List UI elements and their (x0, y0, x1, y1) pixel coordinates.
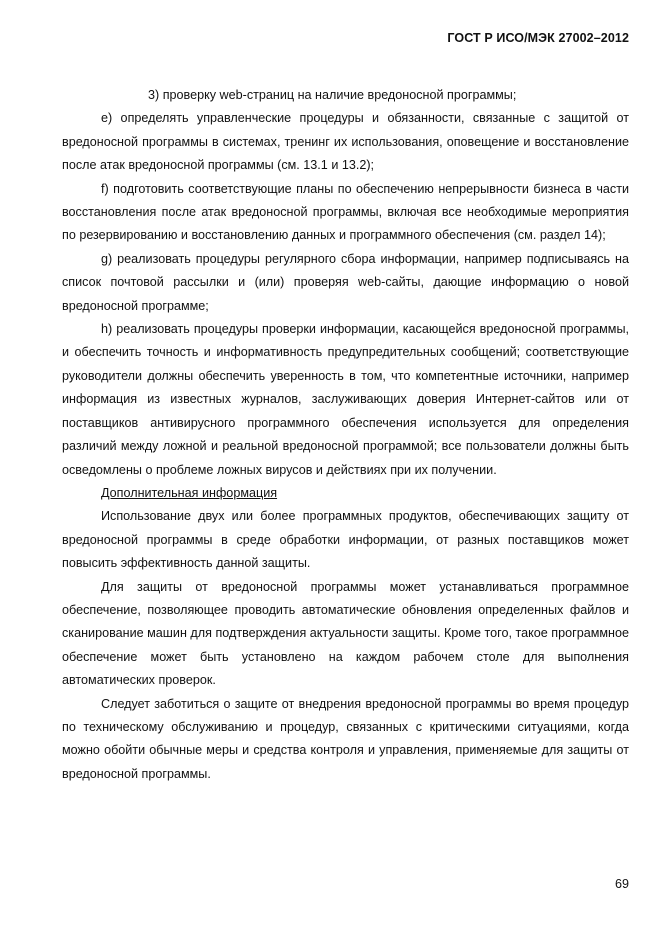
list-item-3: 3) проверку web-страниц на наличие вредоносной программы; (148, 88, 517, 102)
additional-info-heading-text: Дополнительная информация (101, 485, 278, 500)
list-item-f: f) подготовить соответствующие планы по обеспечению непрерывности бизнеса в части восстановления после атак вредоносной программы, включая все необходимые мероприятия по резервированию и восстановлению данных и программного обеспечения (см. раздел 14); (62, 181, 629, 243)
additional-paragraph-2: Для защиты от вредоносной программы может устанавливаться программное обеспечение, позволяющее проводить автоматические обновления определенных файлов и сканирование машин для подтверждения актуальности защиты. Кроме того, такое программное обеспечение может быть установлено на каждом рабочем столе для выполнения автоматических проверок. (62, 579, 629, 688)
page-number: 69 (614, 877, 629, 891)
list-item-e: е) определять управленческие процедуры и обязанности, связанные с защитой от вредоносной программы в системах, тренинг их использования, оповещение и восстановление после атак вредоносной программы (см. 13.1 и 13.2); (62, 111, 629, 173)
standard-header: ГОСТ Р ИСО/МЭК 27002–2012 (447, 31, 629, 45)
additional-paragraph-1: Использование двух или более программных продуктов, обеспечивающих защиту от вредоносной программы в среде обработки информации, от разных поставщиков может повысить эффективность данной защиты. (62, 509, 629, 571)
list-item-h: h) реализовать процедуры проверки информации, касающейся вредоносной программы, и обеспечить точность и информативность предупредительных сообщений; соответствующие руководители должны обеспечить уверенность в том, что компетентные источники, например информация из известных журналов, заслуживающих доверия Интернет-сайтов или от поставщиков антивирусного программного обеспечения используется для определения различий между ложной и реальной вредоносной программой; все пользователи должны быть осведомлены о проблеме ложных вирусов и действиях при их получении. (62, 322, 629, 477)
additional-info-heading (62, 482, 629, 505)
document-body (62, 84, 629, 786)
list-item-g: g) реализовать процедуры регулярного сбора информации, например подписываясь на список почтовой рассылки и (или) проверяя web-сайты, дающие информацию о новой вредоносной программе; (62, 251, 629, 313)
additional-paragraph-3: Следует заботиться о защите от внедрения вредоносной программы во время процедур по техническому обслуживанию и процедур, связанных с критическими ситуациями, когда можно обойти обычные меры и средства контроля и управления, применяемые для защиты от вредоносной программы. (62, 696, 629, 781)
